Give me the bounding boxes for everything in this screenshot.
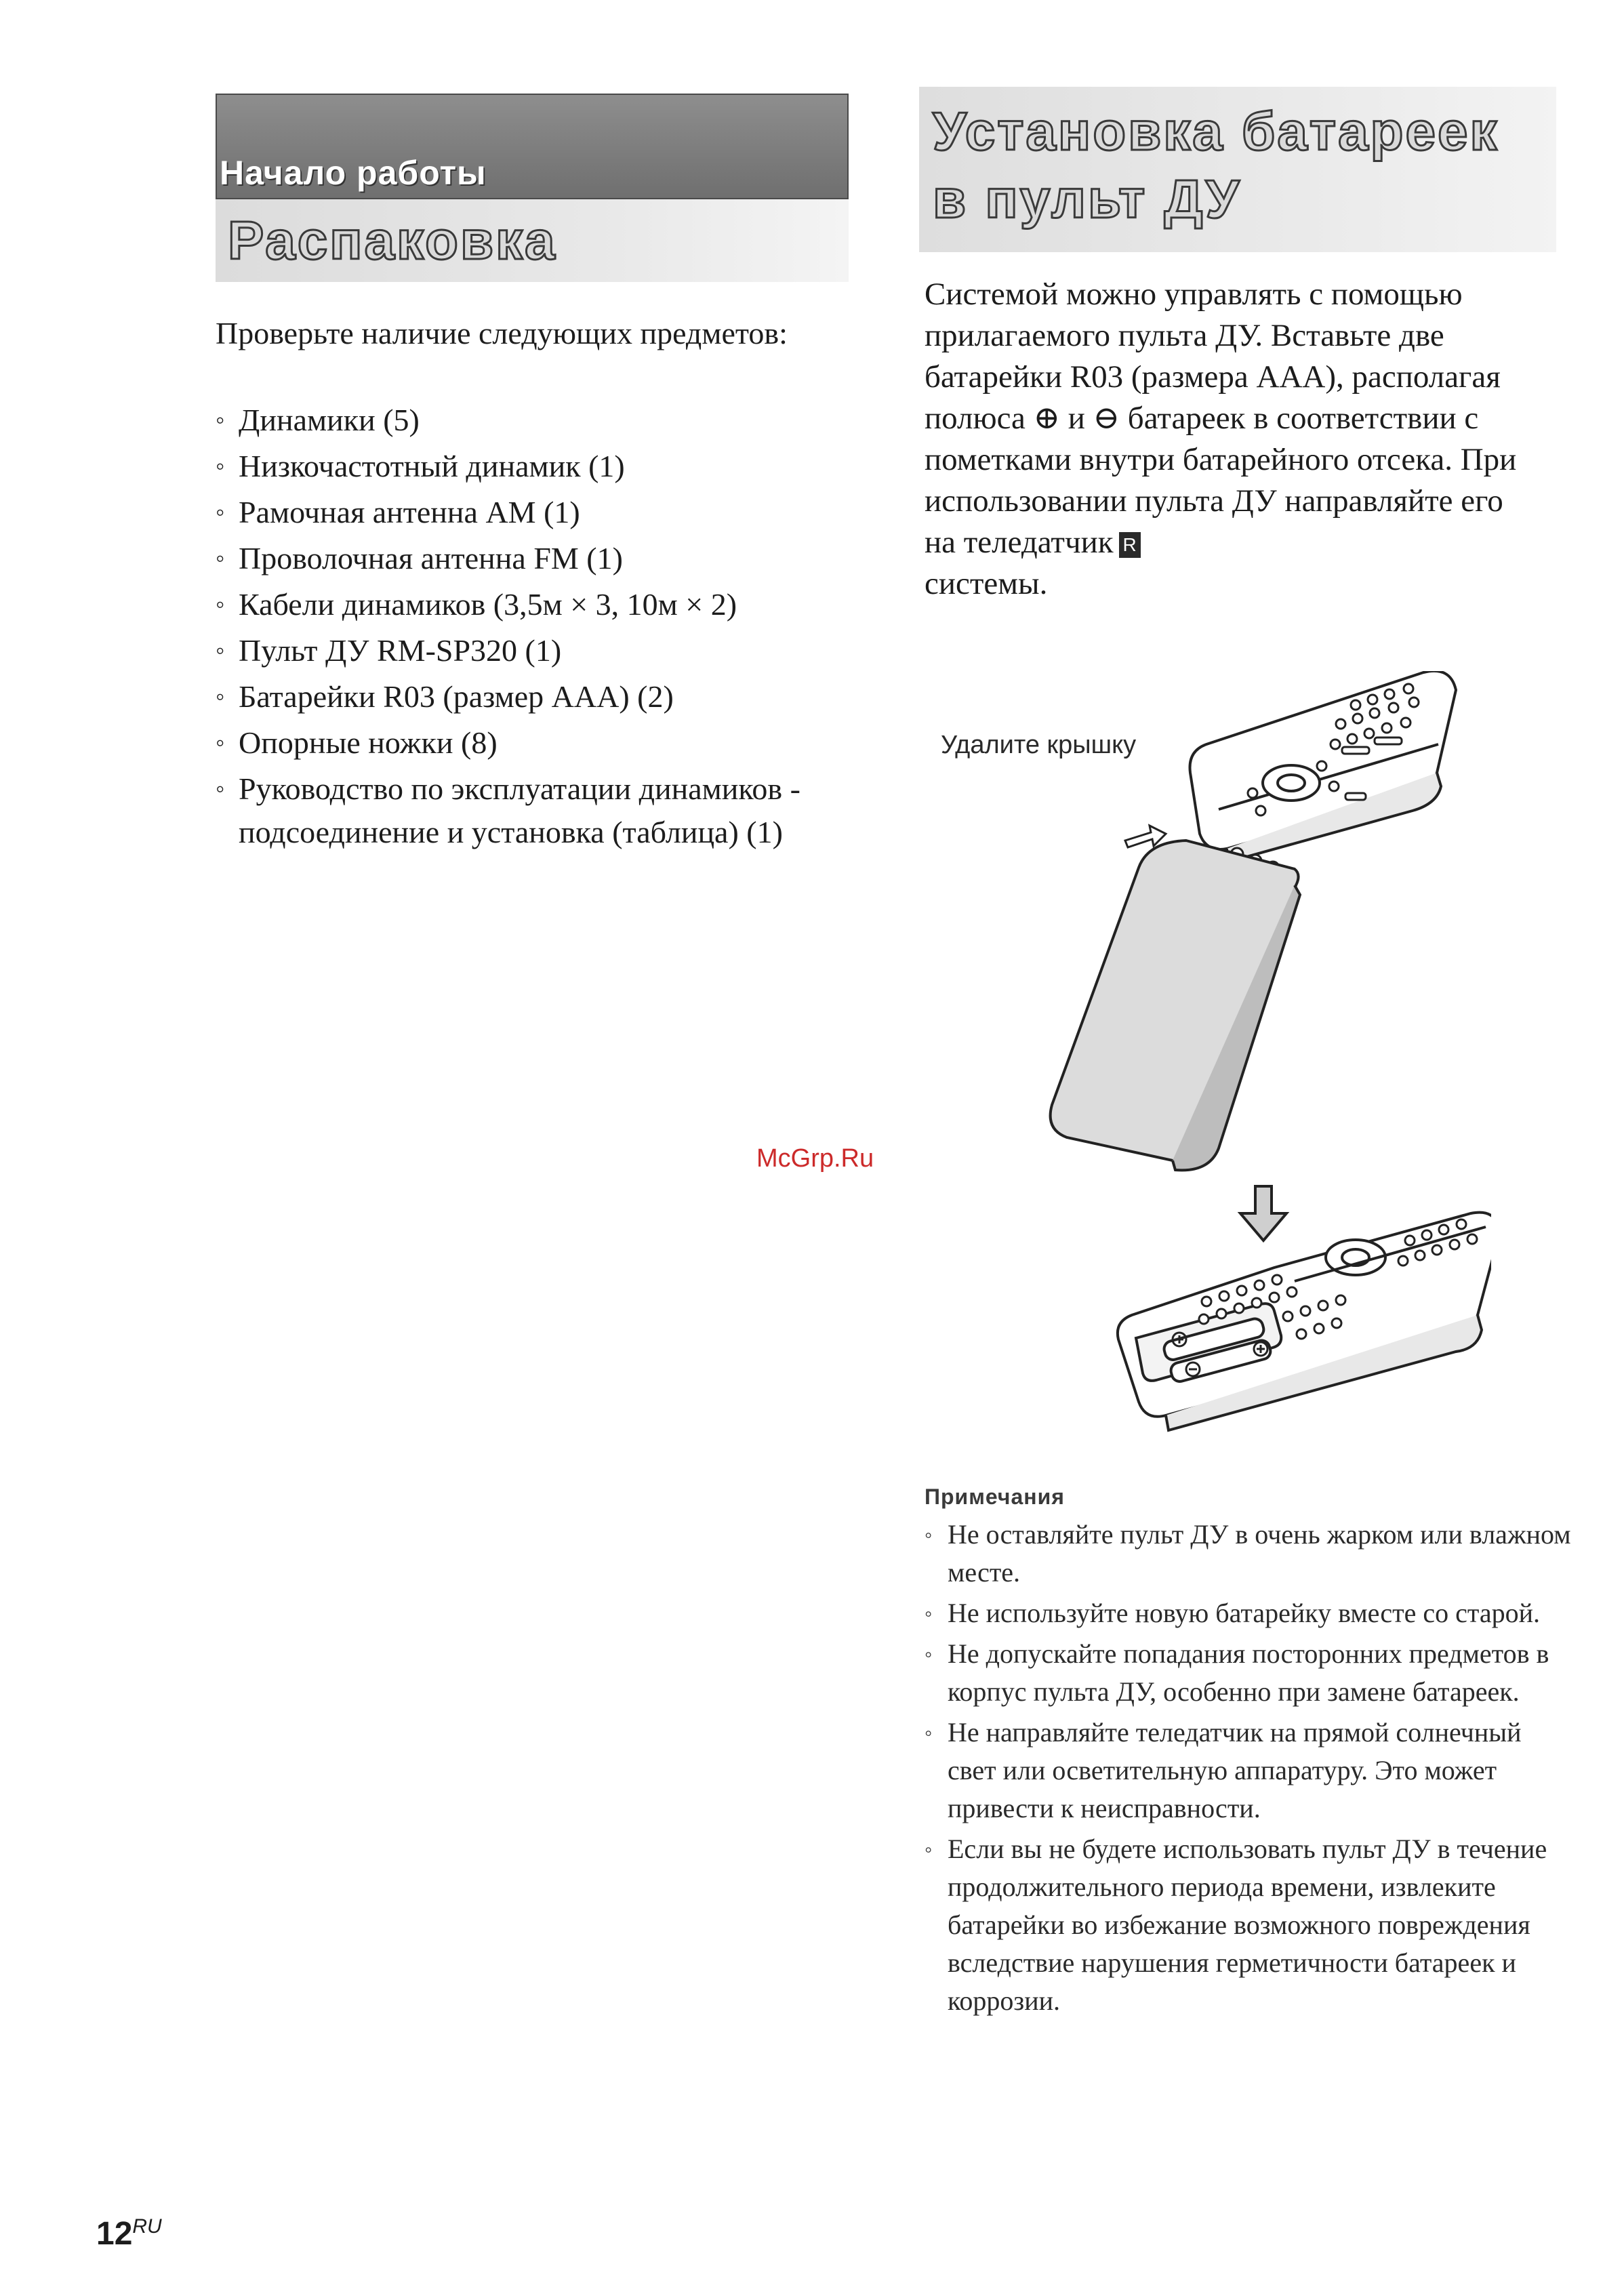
notes-title: Примечания — [925, 1484, 1065, 1509]
page-heading-unpacking: Распаковка — [228, 210, 557, 270]
list-item: ◦ Рамочная антенна AM (1) — [216, 491, 826, 534]
note-item: ◦ Не допускайте попадания посторонних предметов в корпус пульта ДУ, особенно при замене батареек. — [925, 1635, 1575, 1711]
instructions-text — [925, 274, 1535, 605]
page-heading-batteries: Установка батареек в пульт ДУ — [933, 101, 1499, 229]
instructions-main: Системой можно управлять с помощью прилагаемого пульта ДУ. Вставьте две батарейки R03 (размера AAA), располагая полюса ⊕ и ⊖ батареек в соответствии с пометками внутри батарейного отсека. При использовании пульта ДУ направляйте его на теледатчик — [925, 277, 1517, 560]
slide-arrow-icon — [1125, 826, 1166, 847]
intro-text: Проверьте наличие следующих предметов: — [216, 316, 788, 350]
page-number-suffix: RU — [132, 2215, 162, 2238]
notes-list — [925, 1516, 1575, 2023]
list-item: ◦ Руководство по эксплуатации динамиков - подсоединение и установка (таблица) (1) — [216, 767, 826, 854]
list-item: ◦ Проволочная антенна FM (1) — [216, 537, 826, 580]
section-tab — [216, 94, 849, 199]
page-number — [96, 2215, 162, 2252]
note-item: ◦ Не направляйте теледатчик на прямой солнечный свет или осветительную аппаратуру. Это может привести к неисправности. — [925, 1714, 1575, 1827]
list-item: ◦ Динамики (5) — [216, 399, 826, 442]
list-item: ◦ Низкочастотный динамик (1) — [216, 445, 826, 488]
list-item: ◦ Батарейки R03 (размер AAA) (2) — [216, 675, 826, 719]
list-item: ◦ Кабели динамиков (3,5м × 3, 10м × 2) — [216, 583, 826, 626]
remote-battery-illustration — [1003, 671, 1491, 1437]
page-number-value: 12 — [96, 2216, 133, 2252]
down-arrow-icon — [1240, 1186, 1286, 1240]
list-item: ◦ Пульт ДУ RM-SP320 (1) — [216, 629, 826, 672]
figure-caption: Удалите крышку — [941, 731, 1137, 759]
note-item: ◦ Если вы не будете использовать пульт ДУ в течение продолжительного периода времени, извлеките батарейки во избежание возможного повреждения вследствие нарушения герметичности батареек и коррозии. — [925, 1830, 1575, 2020]
instructions-end: системы. — [925, 566, 1048, 601]
watermark: McGrp.Ru — [756, 1144, 874, 1173]
remote-sensor-icon: R — [1119, 532, 1141, 558]
list-item: ◦ Опорные ножки (8) — [216, 721, 826, 765]
section-label: Начало работы — [220, 154, 487, 192]
note-item: ◦ Не используйте новую батарейку вместе со старой. — [925, 1594, 1575, 1632]
note-item: ◦ Не оставляйте пульт ДУ в очень жарком или влажном месте. — [925, 1516, 1575, 1592]
contents-list — [216, 399, 826, 857]
